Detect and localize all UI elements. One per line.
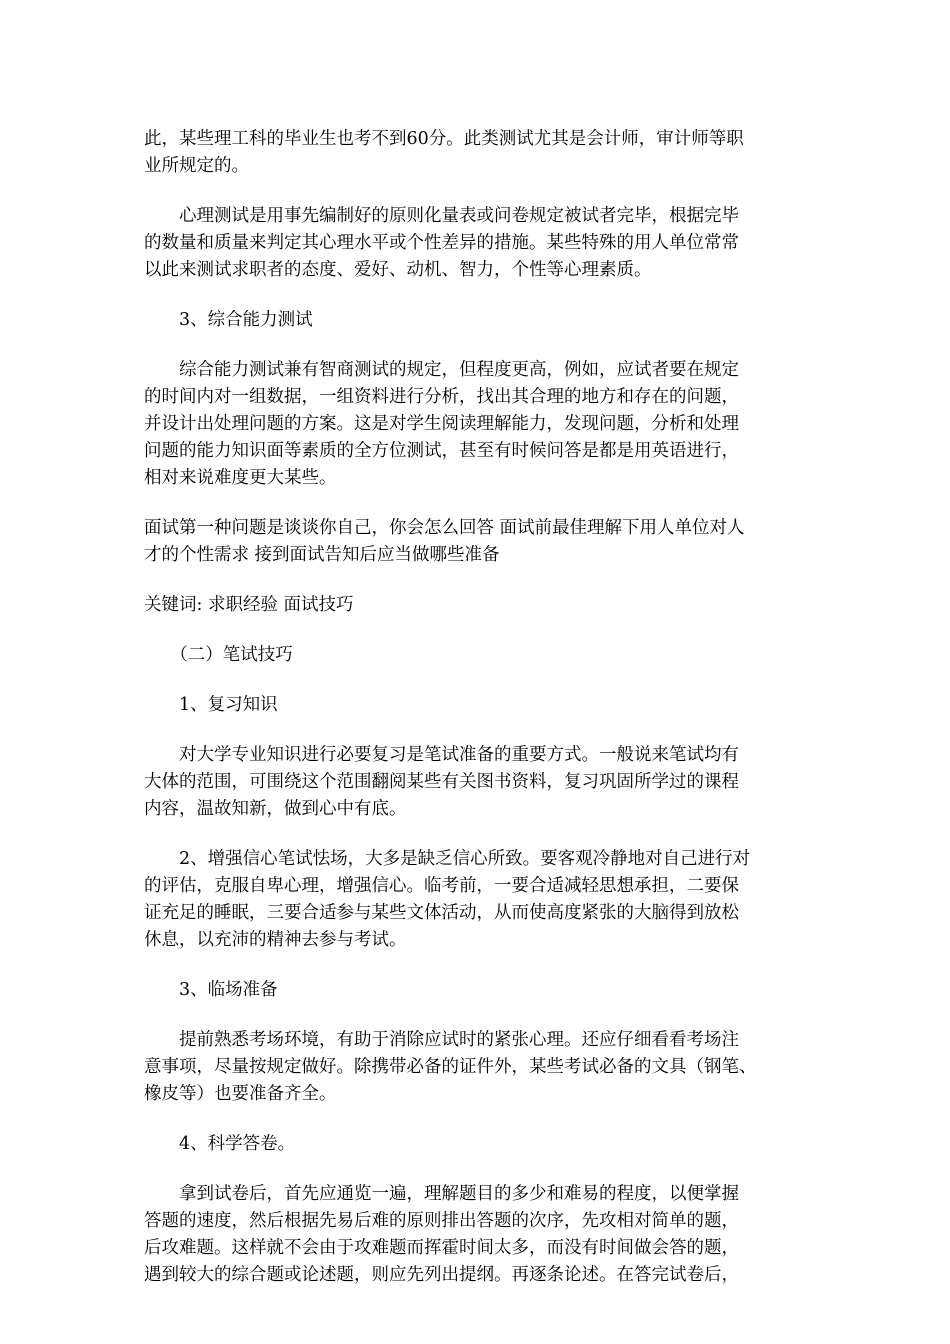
paragraph-2	[144, 203, 806, 284]
text-line: 4、科学答卷。	[144, 1134, 296, 1154]
paragraph-5	[144, 846, 806, 954]
text-line: 大体的范围，可围绕这个范围翻阅某些有关图书资料，复习巩固所学过的课程	[144, 772, 739, 792]
paragraph-1	[144, 126, 806, 180]
related-links	[144, 515, 806, 569]
section-heading	[144, 307, 806, 334]
text-line: 相对来说难度更大某些。	[144, 468, 337, 488]
section-heading	[144, 642, 806, 669]
text-line: 的时间内对一组数据，一组资料进行分析，找出其合理的地方和存在的问题，	[144, 387, 739, 407]
subsection-heading	[144, 1131, 806, 1158]
subsection-heading	[144, 692, 806, 719]
text-line: 后攻难题。这样就不会由于攻难题而挥霍时间太多，而没有时间做会答的题，	[144, 1238, 739, 1258]
text-line: 心理测试是用事先编制好的原则化量表或问卷规定被试者完毕，根据完毕	[144, 206, 739, 226]
text-line: 的数量和质量来判定其心理水平或个性差异的措施。某些特殊的用人单位常常	[144, 233, 739, 253]
text-line: （二）笔试技巧	[144, 645, 293, 665]
text-line: 业所规定的。	[144, 156, 249, 176]
subsection-heading	[144, 977, 806, 1004]
text-line: 3、临场准备	[144, 980, 278, 1000]
text-line: 问题的能力知识面等素质的全方位测试，甚至有时候问答是都是用英语进行，	[144, 441, 739, 461]
text-line: 休息，以充沛的精神去参与考试。	[144, 930, 407, 950]
text-line: 证充足的睡眠，三要合适参与某些文体活动，从而使高度紧张的大脑得到放松	[144, 903, 739, 923]
paragraph-3	[144, 357, 806, 492]
text-line: 并设计出处理问题的方案。这是对学生阅读理解能力，发现问题，分析和处理	[144, 414, 739, 434]
text-line: 对大学专业知识进行必要复习是笔试准备的重要方式。一般说来笔试均有	[144, 745, 739, 765]
text-line: 橡皮等）也要准备齐全。	[144, 1084, 337, 1104]
text-line: 此，某些理工科的毕业生也考不到60分。此类测试尤其是会计师，审计师等职	[144, 129, 744, 149]
text-line: 3、综合能力测试	[144, 310, 313, 330]
text-line: 拿到试卷后，首先应通览一遍，理解题目的多少和难易的程度，以便掌握	[144, 1184, 739, 1204]
text-line: 的评估，克服自卑心理，增强信心。临考前，一要合适减轻思想承担，二要保	[144, 876, 739, 896]
keywords	[144, 592, 806, 619]
text-line: 综合能力测试兼有智商测试的规定，但程度更高，例如，应试者要在规定	[144, 360, 739, 380]
document-page	[144, 118, 806, 1289]
text-line: 1、复习知识	[144, 695, 278, 715]
paragraph-4	[144, 742, 806, 823]
text-line: 以此来测试求职者的态度、爱好、动机、智力，个性等心理素质。	[144, 260, 652, 280]
text-line: 关键词: 求职经验 面试技巧	[144, 595, 354, 615]
paragraph-6	[144, 1027, 806, 1108]
text-line: 面试第一种问题是谈谈你自己，你会怎么回答 面试前最佳理解下用人单位对人	[144, 518, 745, 538]
text-line: 意事项，尽量按规定做好。除携带必备的证件外，某些考试必备的文具（钢笔、	[144, 1057, 757, 1077]
text-line: 提前熟悉考场环境，有助于消除应试时的紧张心理。还应仔细看看考场注	[144, 1030, 739, 1050]
paragraph-7	[144, 1181, 806, 1289]
text-line: 遇到较大的综合题或论述题，则应先列出提纲。再逐条论述。在答完试卷后，	[144, 1265, 739, 1285]
text-line: 答题的速度，然后根据先易后难的原则排出答题的次序，先攻相对简单的题，	[144, 1211, 739, 1231]
text-line: 2、增强信心笔试怯场，大多是缺乏信心所致。要客观冷静地对自己进行对	[144, 849, 751, 869]
text-line: 内容，温故知新，做到心中有底。	[144, 799, 407, 819]
text-line: 才的个性需求 接到面试告知后应当做哪些准备	[144, 545, 500, 565]
